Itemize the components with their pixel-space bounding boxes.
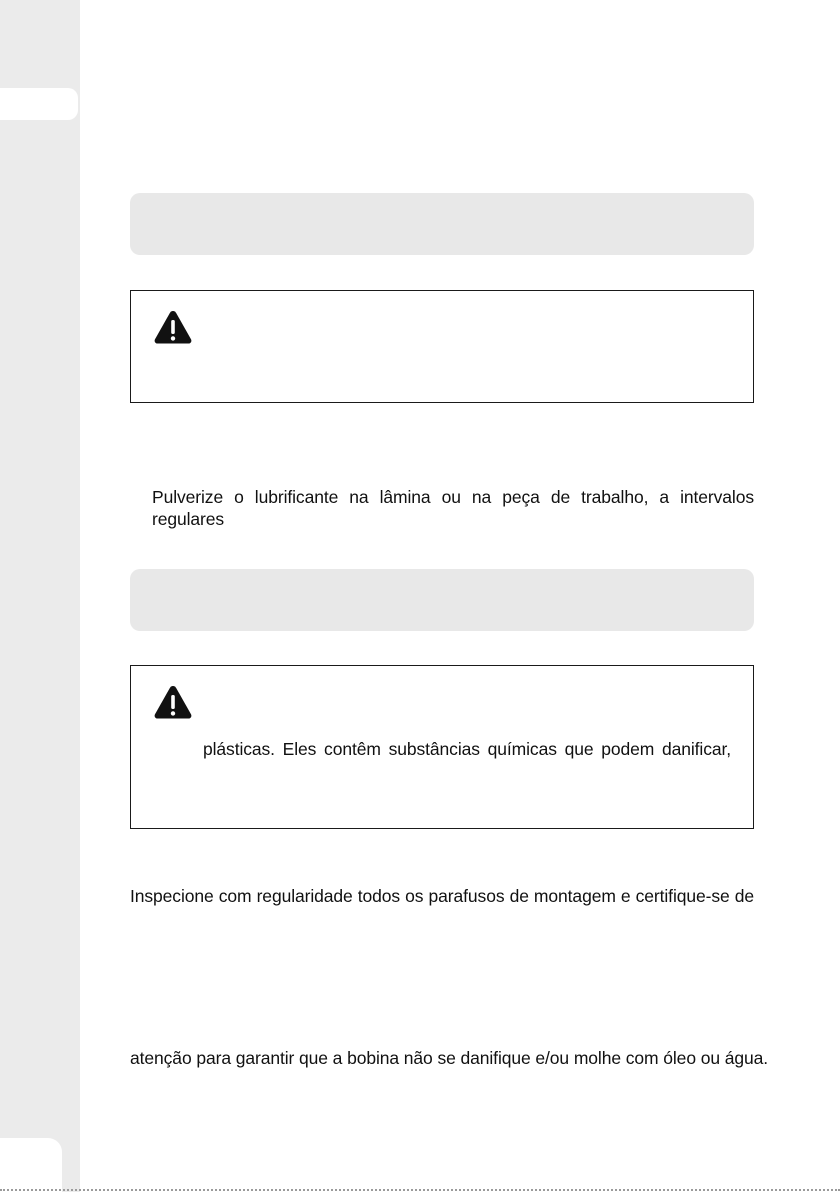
section-header-bar bbox=[130, 569, 754, 631]
page-number-tab bbox=[0, 1138, 62, 1192]
warning-triangle-icon bbox=[153, 684, 193, 720]
warning-triangle-icon bbox=[153, 309, 193, 345]
inspection-paragraph-line: Inspecione com regularidade todos os parafusos de montagem e certifique-se de bbox=[130, 886, 754, 906]
warning-box bbox=[130, 290, 754, 403]
cleaning-warning-text: plásticas. Eles contêm substâncias químicas que podem danificar, bbox=[203, 739, 731, 759]
lubrication-instruction: Pulverize o lubrificante na lâmina ou na peça de trabalho, a intervalos regulares bbox=[152, 487, 754, 529]
side-margin-band bbox=[0, 0, 80, 1192]
page-trim-line bbox=[0, 1189, 840, 1191]
chapter-tab bbox=[0, 88, 78, 120]
section-header-bar bbox=[130, 193, 754, 255]
inspection-paragraph-line: atenção para garantir que a bobina não se danifique e/ou molhe com óleo ou água. bbox=[130, 1048, 769, 1068]
